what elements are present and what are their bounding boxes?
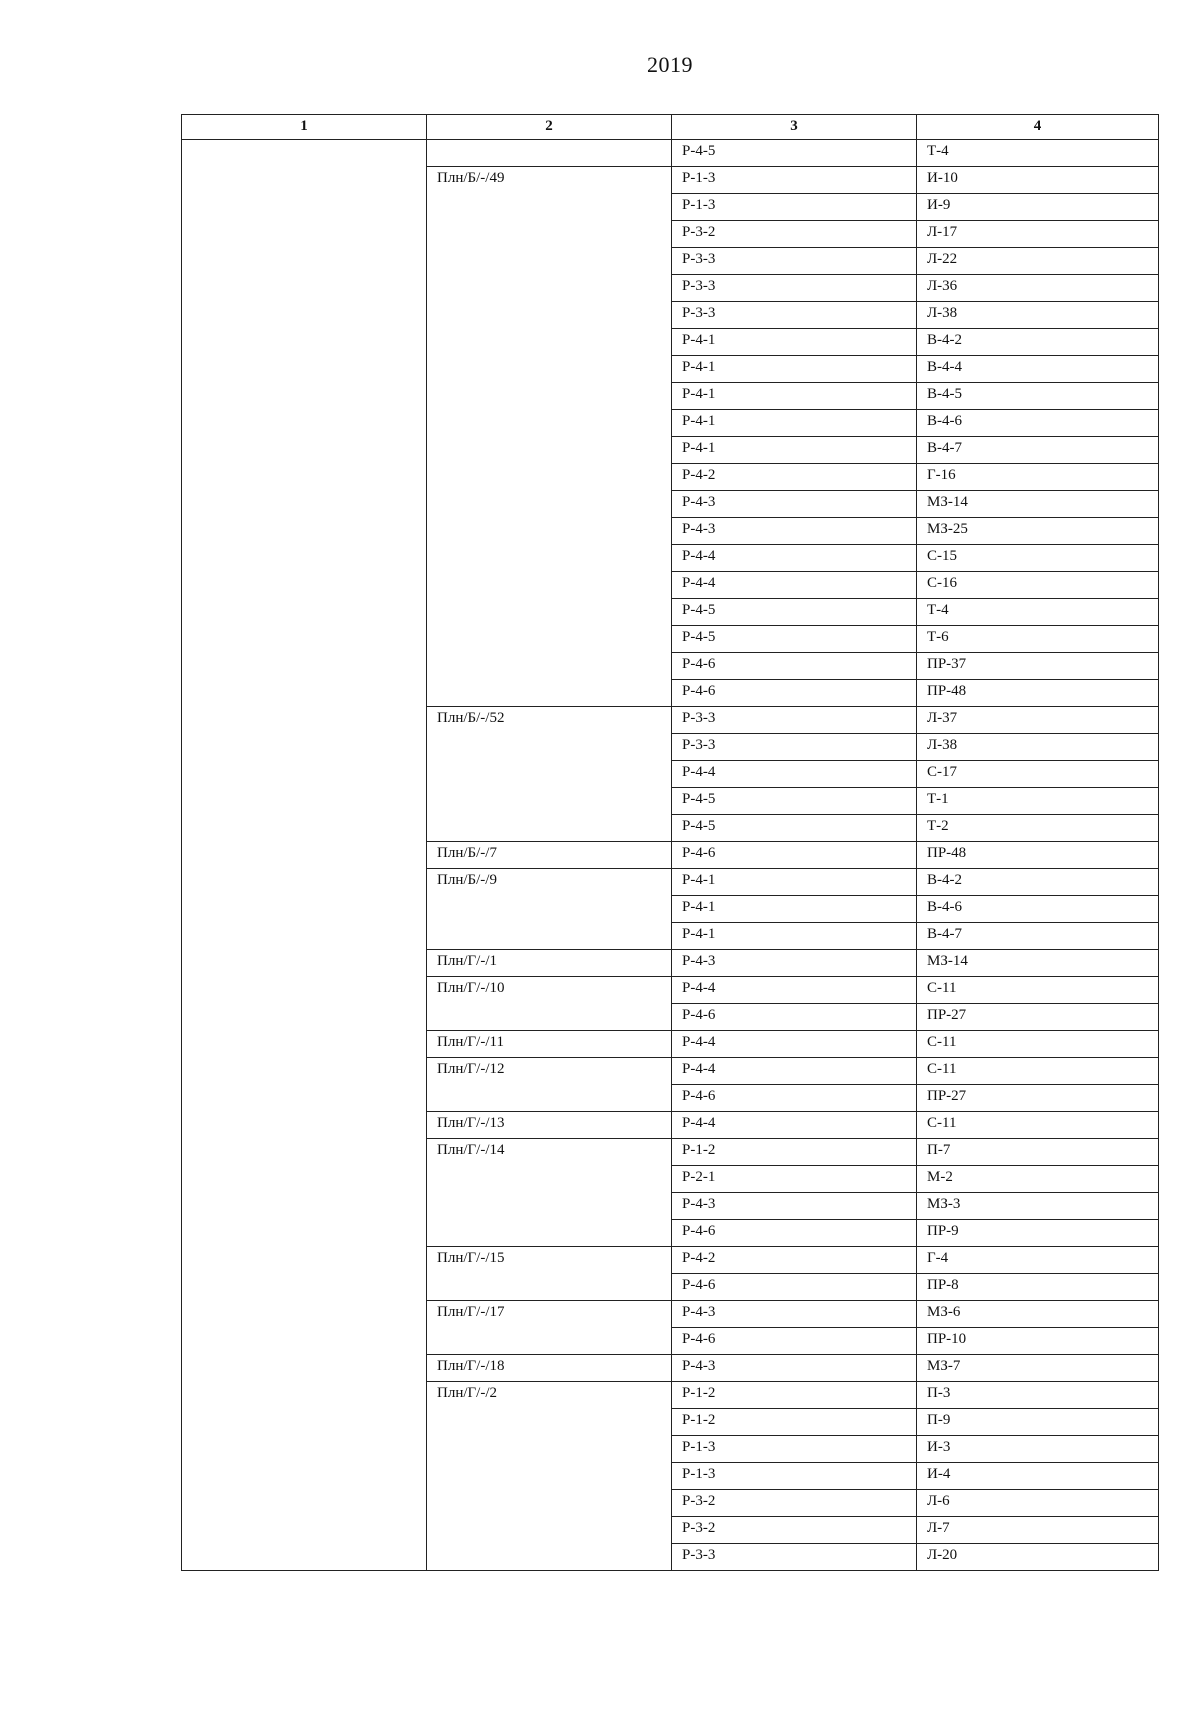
item-code-cell: С-15 (917, 545, 1159, 572)
section-code-cell: Р-3-3 (672, 734, 917, 761)
section-code-cell: Р-4-4 (672, 1112, 917, 1139)
section-code-cell: Р-4-5 (672, 815, 917, 842)
group-code-cell (427, 140, 672, 167)
item-code-cell: Л-38 (917, 302, 1159, 329)
item-code-cell: МЗ-3 (917, 1193, 1159, 1220)
section-code-cell: Р-3-2 (672, 1517, 917, 1544)
section-code-cell: Р-4-6 (672, 1085, 917, 1112)
item-code-cell: Л-38 (917, 734, 1159, 761)
item-code-cell: С-17 (917, 761, 1159, 788)
item-code-cell: Т-2 (917, 815, 1159, 842)
group-code-cell: Плн/Б/-/49 (427, 167, 672, 707)
item-code-cell: П-3 (917, 1382, 1159, 1409)
section-code-cell: Р-4-6 (672, 653, 917, 680)
section-code-cell: Р-4-3 (672, 1193, 917, 1220)
item-code-cell: Л-37 (917, 707, 1159, 734)
item-code-cell: М-2 (917, 1166, 1159, 1193)
data-table (181, 114, 1159, 1571)
item-code-cell: МЗ-6 (917, 1301, 1159, 1328)
section-code-cell: Р-1-2 (672, 1409, 917, 1436)
section-code-cell: Р-4-6 (672, 842, 917, 869)
section-code-cell: Р-4-1 (672, 383, 917, 410)
item-code-cell: МЗ-14 (917, 491, 1159, 518)
group-code-cell: Плн/Б/-/52 (427, 707, 672, 842)
section-code-cell: Р-4-4 (672, 545, 917, 572)
page-number: 2019 (647, 52, 693, 77)
item-code-cell: ПР-48 (917, 680, 1159, 707)
column-1-cell (182, 140, 427, 1571)
section-code-cell: Р-4-4 (672, 977, 917, 1004)
section-code-cell: Р-4-3 (672, 1355, 917, 1382)
item-code-cell: В-4-2 (917, 869, 1159, 896)
item-code-cell: МЗ-25 (917, 518, 1159, 545)
item-code-cell: Л-17 (917, 221, 1159, 248)
item-code-cell: ПР-10 (917, 1328, 1159, 1355)
item-code-cell: Г-16 (917, 464, 1159, 491)
section-code-cell: Р-3-3 (672, 707, 917, 734)
section-code-cell: Р-4-6 (672, 1004, 917, 1031)
section-code-cell: Р-4-6 (672, 680, 917, 707)
item-code-cell: С-11 (917, 1112, 1159, 1139)
section-code-cell: Р-4-3 (672, 518, 917, 545)
item-code-cell: ПР-27 (917, 1004, 1159, 1031)
section-code-cell: Р-4-1 (672, 356, 917, 383)
item-code-cell: ПР-9 (917, 1220, 1159, 1247)
item-code-cell: В-4-7 (917, 923, 1159, 950)
section-code-cell: Р-1-3 (672, 194, 917, 221)
group-code-cell: Плн/Г/-/15 (427, 1247, 672, 1301)
item-code-cell: И-3 (917, 1436, 1159, 1463)
section-code-cell: Р-2-1 (672, 1166, 917, 1193)
item-code-cell: Т-4 (917, 599, 1159, 626)
item-code-cell: В-4-2 (917, 329, 1159, 356)
section-code-cell: Р-4-1 (672, 869, 917, 896)
section-code-cell: Р-1-2 (672, 1139, 917, 1166)
item-code-cell: МЗ-7 (917, 1355, 1159, 1382)
group-code-cell: Плн/Б/-/7 (427, 842, 672, 869)
section-code-cell: Р-3-3 (672, 302, 917, 329)
item-code-cell: В-4-6 (917, 896, 1159, 923)
item-code-cell: Л-20 (917, 1544, 1159, 1571)
section-code-cell: Р-3-2 (672, 1490, 917, 1517)
group-code-cell: Плн/Г/-/13 (427, 1112, 672, 1139)
item-code-cell: И-10 (917, 167, 1159, 194)
section-code-cell: Р-1-3 (672, 1436, 917, 1463)
section-code-cell: Р-4-1 (672, 437, 917, 464)
section-code-cell: Р-4-4 (672, 1031, 917, 1058)
column-header: 1 (182, 115, 427, 140)
item-code-cell: Л-36 (917, 275, 1159, 302)
item-code-cell: В-4-4 (917, 356, 1159, 383)
section-code-cell: Р-4-4 (672, 761, 917, 788)
item-code-cell: МЗ-14 (917, 950, 1159, 977)
table-row (182, 140, 1159, 167)
item-code-cell: С-11 (917, 977, 1159, 1004)
section-code-cell: Р-4-5 (672, 788, 917, 815)
section-code-cell: Р-4-2 (672, 464, 917, 491)
group-code-cell: Плн/Г/-/17 (427, 1301, 672, 1355)
item-code-cell: Т-4 (917, 140, 1159, 167)
item-code-cell: П-7 (917, 1139, 1159, 1166)
group-code-cell: Плн/Г/-/10 (427, 977, 672, 1031)
section-code-cell: Р-4-1 (672, 923, 917, 950)
header-row (182, 115, 1159, 140)
group-code-cell: Плн/Г/-/12 (427, 1058, 672, 1112)
item-code-cell: Л-6 (917, 1490, 1159, 1517)
column-header: 4 (917, 115, 1159, 140)
section-code-cell: Р-4-3 (672, 950, 917, 977)
section-code-cell: Р-4-2 (672, 1247, 917, 1274)
item-code-cell: ПР-27 (917, 1085, 1159, 1112)
section-code-cell: Р-4-4 (672, 572, 917, 599)
section-code-cell: Р-4-4 (672, 1058, 917, 1085)
item-code-cell: С-11 (917, 1031, 1159, 1058)
column-header: 3 (672, 115, 917, 140)
section-code-cell: Р-4-3 (672, 491, 917, 518)
item-code-cell: ПР-8 (917, 1274, 1159, 1301)
group-code-cell: Плн/Б/-/9 (427, 869, 672, 950)
column-header: 2 (427, 115, 672, 140)
group-code-cell: Плн/Г/-/14 (427, 1139, 672, 1247)
item-code-cell: Т-6 (917, 626, 1159, 653)
item-code-cell: И-4 (917, 1463, 1159, 1490)
table-body (182, 140, 1159, 1571)
group-code-cell: Плн/Г/-/18 (427, 1355, 672, 1382)
section-code-cell: Р-3-3 (672, 275, 917, 302)
section-code-cell: Р-4-1 (672, 410, 917, 437)
item-code-cell: ПР-48 (917, 842, 1159, 869)
section-code-cell: Р-3-2 (672, 221, 917, 248)
item-code-cell: ПР-37 (917, 653, 1159, 680)
item-code-cell: В-4-5 (917, 383, 1159, 410)
group-code-cell: Плн/Г/-/11 (427, 1031, 672, 1058)
section-code-cell: Р-1-3 (672, 167, 917, 194)
section-code-cell: Р-4-5 (672, 140, 917, 167)
section-code-cell: Р-4-6 (672, 1274, 917, 1301)
section-code-cell: Р-3-3 (672, 1544, 917, 1571)
item-code-cell: Г-4 (917, 1247, 1159, 1274)
item-code-cell: Л-22 (917, 248, 1159, 275)
section-code-cell: Р-3-3 (672, 248, 917, 275)
item-code-cell: Л-7 (917, 1517, 1159, 1544)
section-code-cell: Р-1-3 (672, 1463, 917, 1490)
section-code-cell: Р-4-5 (672, 626, 917, 653)
item-code-cell: С-11 (917, 1058, 1159, 1085)
section-code-cell: Р-4-1 (672, 329, 917, 356)
item-code-cell: В-4-7 (917, 437, 1159, 464)
item-code-cell: П-9 (917, 1409, 1159, 1436)
item-code-cell: В-4-6 (917, 410, 1159, 437)
section-code-cell: Р-4-6 (672, 1220, 917, 1247)
group-code-cell: Плн/Г/-/2 (427, 1382, 672, 1571)
group-code-cell: Плн/Г/-/1 (427, 950, 672, 977)
item-code-cell: И-9 (917, 194, 1159, 221)
item-code-cell: Т-1 (917, 788, 1159, 815)
section-code-cell: Р-4-1 (672, 896, 917, 923)
section-code-cell: Р-4-5 (672, 599, 917, 626)
section-code-cell: Р-4-6 (672, 1328, 917, 1355)
section-code-cell: Р-1-2 (672, 1382, 917, 1409)
section-code-cell: Р-4-3 (672, 1301, 917, 1328)
item-code-cell: С-16 (917, 572, 1159, 599)
